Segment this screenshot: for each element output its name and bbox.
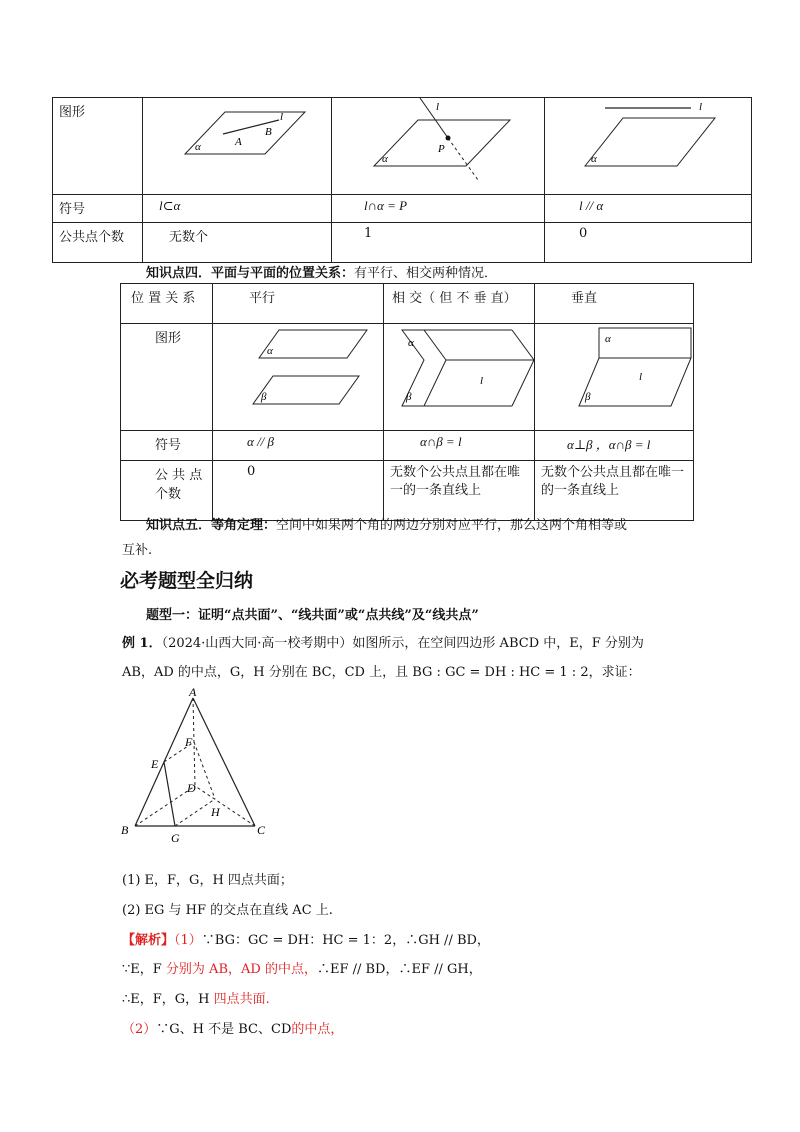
- knowledge-point-5-cont: 互补.: [122, 543, 153, 558]
- header-parallel: 平行: [213, 284, 384, 324]
- row-label-common-points: 公共点个数: [53, 223, 143, 263]
- symbol-planes-perpendicular: α⊥β ，α∩β = l: [535, 431, 694, 461]
- figure-line-intersects-plane: [332, 98, 545, 195]
- svg-text:l: l: [436, 101, 440, 113]
- plane-plane-table: [120, 283, 694, 521]
- parallel-planes-diagram: [213, 324, 383, 426]
- count-line-intersects-plane: 1: [332, 223, 545, 263]
- tetrahedron-figure: [115, 686, 275, 846]
- count-line-parallel-plane: 0: [545, 223, 752, 263]
- symbol-line-in-plane: l⊂α: [143, 195, 332, 223]
- row-label-symbol-2: 符号: [121, 431, 213, 461]
- svg-text:E: E: [151, 757, 159, 771]
- figure-planes-intersect: [384, 324, 535, 431]
- solution-tag: 【解析】: [122, 933, 175, 948]
- perpendicular-planes-diagram: [535, 324, 693, 426]
- count-planes-intersect: 无数个公共点且都在唯一的一条直线上: [384, 461, 535, 521]
- figure-planes-parallel: [213, 324, 384, 431]
- svg-text:B: B: [265, 126, 272, 138]
- row-label-figure-2: 图形: [121, 324, 213, 431]
- svg-text:l: l: [699, 101, 703, 113]
- svg-text:l: l: [639, 371, 643, 383]
- knowledge-point-5: 知识点五．等角定理：空间中如果两个角的两边分别对应平行，那么这两个角相等或: [146, 518, 628, 533]
- svg-text:β: β: [406, 391, 412, 403]
- svg-text:β: β: [261, 391, 267, 403]
- question-1: (1) E，F，G，H 四点共面；: [122, 873, 293, 888]
- figure-line-parallel-plane: [545, 98, 752, 195]
- row-label-common-points-2: 公 共 点 个数: [121, 461, 213, 521]
- svg-text:l: l: [280, 111, 284, 123]
- solution-line-2: ∵E，F 分别为 AB，AD 的中点，∴EF // BD，∴EF // GH，: [122, 962, 482, 977]
- svg-text:A: A: [235, 136, 242, 148]
- intersecting-planes-diagram: [384, 324, 534, 426]
- solution-line-1: 【解析】（1）∵BG：GC = DH：HC = 1：2，∴GH // BD，: [122, 933, 490, 948]
- row-label-symbol: 符号: [53, 195, 143, 223]
- question-2: (2) EG 与 HF 的交点在直线 AC 上.: [122, 903, 333, 918]
- svg-text:α: α: [382, 153, 388, 165]
- figure-line-in-plane: [143, 98, 332, 195]
- svg-text:A: A: [189, 686, 197, 699]
- example-line-2: AB，AD 的中点，G，H 分别在 BC，CD 上，且 BG : GC = DH : HC = 1 : 2，求证：: [122, 665, 641, 680]
- symbol-line-intersects-plane: l∩α = P: [332, 195, 545, 223]
- svg-text:α: α: [605, 333, 611, 345]
- line-intersects-plane-diagram: [332, 98, 544, 190]
- svg-text:C: C: [257, 823, 266, 837]
- svg-text:D: D: [187, 781, 196, 795]
- count-planes-perpendicular: 无数个公共点且都在唯一的一条直线上: [535, 461, 694, 521]
- section-title: 必考题型全归纳: [120, 570, 254, 592]
- svg-text:B: B: [121, 823, 129, 837]
- svg-text:α: α: [267, 345, 273, 357]
- svg-text:α: α: [591, 153, 597, 165]
- svg-text:P: P: [438, 143, 445, 155]
- line-parallel-plane-diagram: [545, 98, 751, 190]
- line-plane-table: [52, 97, 752, 263]
- knowledge-point-4: 知识点四．平面与平面的位置关系：有平行、相交两种情况．: [146, 266, 498, 281]
- header-relation: 位 置 关 系: [121, 284, 213, 324]
- line-in-plane-diagram: [143, 98, 331, 190]
- svg-text:β: β: [585, 391, 591, 403]
- svg-text:H: H: [211, 805, 220, 819]
- symbol-planes-intersect: α∩β = l: [384, 431, 535, 461]
- svg-text:α: α: [195, 141, 201, 153]
- example-line-1: 例 1．（2024·山西大同·高一校考期中）如图所示，在空间四边形 ABCD 中，E，F 分别为: [122, 636, 644, 651]
- row-label-figure: 图形: [53, 98, 143, 195]
- symbol-planes-parallel: α // β: [213, 431, 384, 461]
- header-intersect: 相 交（ 但 不 垂 直）: [384, 284, 535, 324]
- count-line-in-plane: 无数个: [143, 223, 332, 263]
- solution-line-3: ∴E，F，G，H 四点共面.: [122, 992, 270, 1007]
- count-planes-parallel: 0: [213, 461, 384, 521]
- svg-text:F: F: [185, 735, 193, 749]
- svg-text:G: G: [171, 831, 180, 845]
- symbol-line-parallel-plane: l // α: [545, 195, 752, 223]
- svg-text:l: l: [480, 375, 484, 387]
- question-type-title: 题型一：证明“点共面”、“线共面”或“点共线”及“线共点”: [146, 608, 479, 623]
- figure-planes-perpendicular: [535, 324, 694, 431]
- header-perpendicular: 垂直: [535, 284, 694, 324]
- solution-line-4: （2）∵G、H 不是 BC、CD的中点，: [122, 1022, 344, 1037]
- svg-text:α: α: [408, 337, 414, 349]
